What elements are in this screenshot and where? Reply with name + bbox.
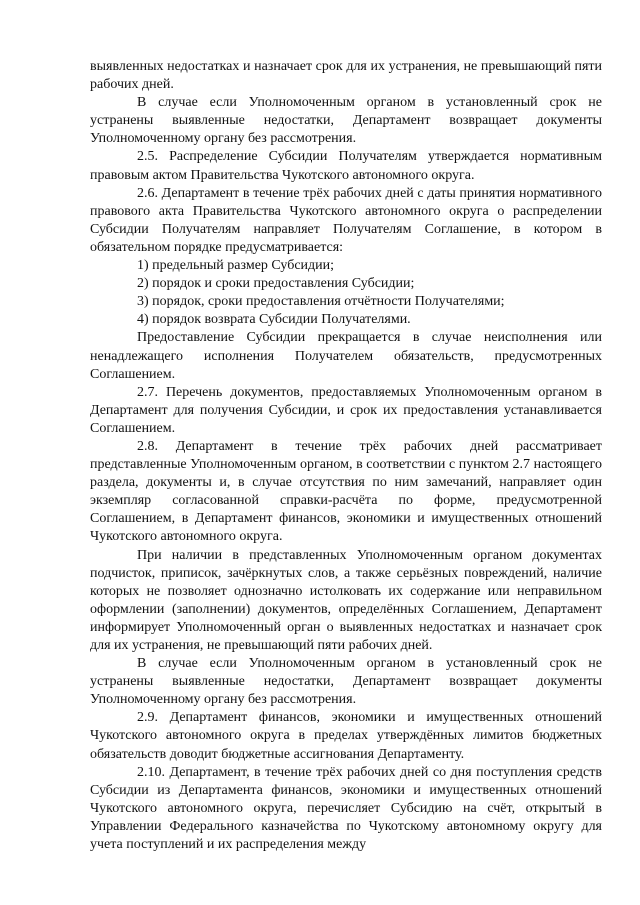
paragraph-continuation: выявленных недостатках и назначает срок для их устранения, не превышающий пяти рабочих дней. bbox=[90, 59, 602, 93]
paragraph-return-documents-2: В случае если Уполномоченным органом в установленный срок не устранены выявленные недостатки, Департамент возвращает документы Уполномоченному органу без рассмотрения. bbox=[90, 656, 602, 708]
paragraph-2-5: 2.5. Распределение Субсидии Получателям утверждается нормативным правовым актом Правительства Чукотского автономного округа. bbox=[90, 149, 602, 183]
paragraph-defects: При наличии в представленных Уполномоченным органом документах подчисток, приписок, зачёркнутых слов, а также серьёзных повреждений, наличие которых не позволяет однозначно истолковать их содержание или неправильном оформлении (заполнении) документов, определённых Соглашением, Департамент информирует Уполномоченный орган о выявленных недостатках и назначает срок для их устранения, не превышающий пяти рабочих дней. bbox=[90, 547, 602, 653]
paragraph-2-6: 2.6. Департамент в течение трёх рабочих дней с даты принятия нормативного правового акта Правительства Чукотского автономного округа о распределении Субсидии Получателям направляет Получателям Соглашение, в котором в обязательном порядке предусматривается: bbox=[90, 185, 602, 255]
list-item-3: 3) порядок, сроки предоставления отчётности Получателями; bbox=[137, 294, 505, 310]
document-page bbox=[90, 58, 602, 854]
paragraph-2-9: 2.9. Департамент финансов, экономики и имущественных отношений Чукотского автономного округа в пределах утверждённых лимитов бюджетных обязательств доводит бюджетные ассигнования Департаменту. bbox=[90, 710, 602, 762]
paragraph-return-documents: В случае если Уполномоченным органом в установленный срок не устранены выявленные недостатки, Департамент возвращает документы Уполномоченному органу без рассмотрения. bbox=[90, 95, 602, 147]
list-item-4: 4) порядок возврата Субсидии Получателями. bbox=[137, 312, 411, 328]
paragraph-2-10: 2.10. Департамент, в течение трёх рабочих дней со дня поступления средств Субсидии из Департамента финансов, экономики и имущественных отношений Чукотского автономного округа, перечисляет Субсидию на счёт, открытый в Управлении Федерального казначейства по Чукотскому автономному округу для учета поступлений и их распределения между bbox=[90, 764, 602, 853]
paragraph-2-8: 2.8. Департамент в течение трёх рабочих дней рассматривает представленные Уполномоченным органом, в соответствии с пунктом 2.7 настоящего раздела, документы и, в случае отсутствия по ним замечаний, направляет один экземпляр согласованной справки-расчёта по форме, предусмотренной Соглашением, в Департамент финансов, экономики и имущественных отношений Чукотского автономного округа. bbox=[90, 438, 602, 545]
list-item-1: 1) предельный размер Субсидии; bbox=[137, 258, 335, 274]
paragraph-2-7: 2.7. Перечень документов, предоставляемых Уполномоченным органом в Департамент для получения Субсидии, и срок их предоставления устанавливается Соглашением. bbox=[90, 384, 602, 436]
paragraph-termination: Предоставление Субсидии прекращается в случае неисполнения или ненадлежащего исполнения Получателем обязательств, предусмотренных Соглашением. bbox=[90, 330, 602, 382]
list-item-2: 2) порядок и сроки предоставления Субсидии; bbox=[137, 276, 415, 292]
